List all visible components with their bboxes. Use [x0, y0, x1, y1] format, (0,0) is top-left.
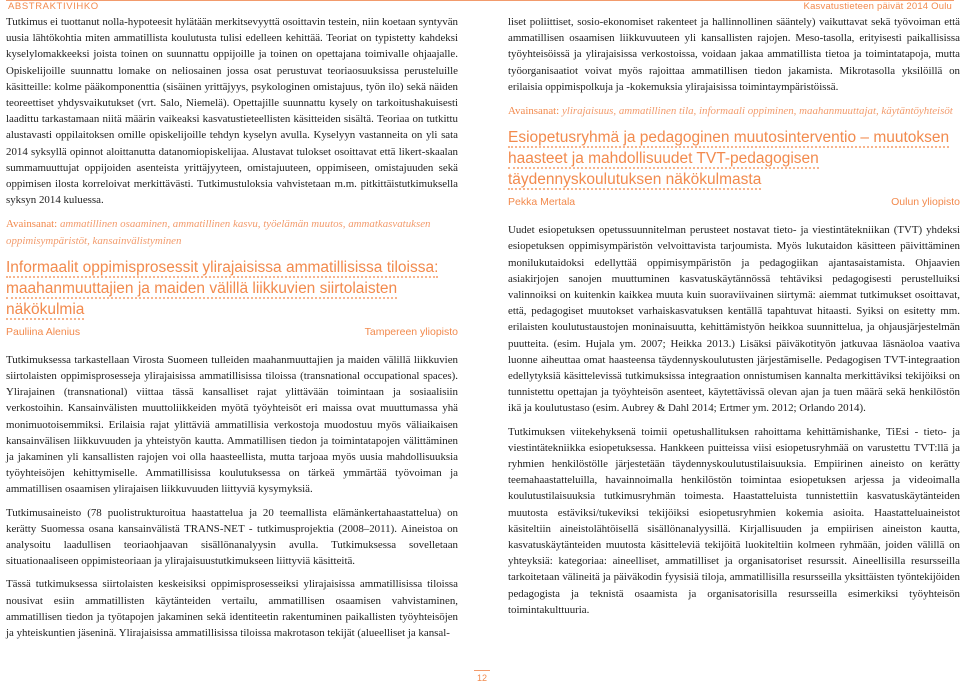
body-paragraph: Tutkimusaineisto (78 puolistrukturoitua haastattelua ja 20 teemallista elämänkertahaastattelua) on kerätty Suomessa osana kansainvälistä TRANS-NET - tutkimusprojektia (2008–2011). Aineistoa on analysoitu laadullisen teoriaohjaavan sisällönanalyysin avulla. Tutkimuksessa sovelletaan situationaaliseen oppimisteoriaan ja ylirajaisuustutkimukseen liittyviä käsitteitä.	[6, 506, 458, 568]
continuation-paragraph: Tutkimus ei tuottanut nolla-hypoteesit hylätään merkitsevyyttä osoittavin testein, niin koetaan syntyvän uusia lähtökohtia miten ammatillista koulutusta tulisi edelleen kehittää. Teoriat on typistetty kahdeksi kyselylomakkeeksi joista toinen on suunnattu oppijoille ja toinen on opettajana toimivalle ohjaajalle. Opiskelijoille suunnattu lomake on neliosainen jossa osat perustuvat teoriaosuuksissa perusteluille käsitteille: kolme pääkomponenttia (sisäinen yrittäjyys, psykologinen omistajuus, työn ilo) sekä näiden teoreettiset yhdysvaikutukset (vrt. Salo, Niemelä). Opettajille suunnattu kysely on tarkoitushakuisesti laadittu tarkastamaan niitä määrin vaikeaksi kasvatustieteellisten käsitteiden sisältä. Teoriaa on tutkittu alustavasti oppilaitoksen omille opiskelijoille tehdyn kyselyn avulla. Kyselyyn vastanneita on yli sata 2014 syksyllä opinnot aloittanutta datanomiopiskelijaa. Alustavat tulokset osoittavat että likert-skaalan summamuuttujat oppijoiden asenteista yrittäjyyteen, omistajuuteen, oppimiseen, omistajuuden sekä oppimisen ilosta korreloivat merkittävästi. Tutkimustuloksia vahvistetaan m.m. pitkittäistutkimuksella syksyn 2014 kuluessa.	[6, 16, 458, 207]
left-column	[6, 14, 458, 648]
keywords-text: ammatillinen osaaminen, ammatillinen kasvu, työelämän muutos, ammatkasvatuksen oppimisympäristöt, kansainvälistyminen	[6, 218, 431, 247]
byline	[508, 196, 960, 210]
section-label: ABSTRAKTIVIHKO	[8, 1, 99, 12]
running-header	[6, 0, 954, 13]
keywords	[6, 216, 458, 248]
body-paragraph: Tutkimuksen viitekehyksenä toimii opetushallituksen rahoittama kehittämishanke, TiEsi - tieto- ja viestintätekniikka esiopetuksessa. Hankkeen puitteissa viisi esiopetusryhmää on varustettu TVT:llä ja ryhmien henkilöstölle järjestetään täydennyskoulutustilaisuuksia. Empiirinen aineisto on kerätty teemahaastatteluilla, havainnoimalla henkilöstön toimintaa esiopetuksen arjessa ja videoimalla koulutustilaisuuksia tutkimusryhmän toimesta. Haastatteluista tunnistettiin kasvatuskäytänteiden muutosta estäviksi/tukeviksi tekijöiksi esiopetusryhmien kokemia asioita. Haastatteluaineistot käsiteltiin aineistolähtöisellä sisällönanalyysillä. Kirjallisuuden ja empiirisen aineiston kautta, kasvatuskäytänteiden muutosta käsitteleviä tekijöitä luokiteltiin kolmeen ryhmään, joiden välillä on yhteyksiä: kategoriaa: aineelliset, ammatilliset ja organisatoriset resurssit. Aineellisilla resursseilla tarkoitetaan välineitä ja päiväkodin fyysisiä tiloja, ammatillisilla resursseilla yksittäisten työntekijöiden pedagogista ja teknistä osaamista ja organisatorisilla resursseilla esimerkiksi työyhteisön toimintakulttuuria.	[508, 425, 960, 616]
keywords-label: Avainsanat:	[6, 218, 58, 231]
byline	[6, 326, 458, 340]
author-affiliation: Oulun yliopisto	[891, 196, 960, 209]
page-number: 12	[474, 670, 490, 683]
author-name: Pauliina Alenius	[6, 325, 81, 338]
author-name: Pekka Mertala	[508, 196, 576, 209]
keywords-label: Avainsanat:	[508, 105, 560, 118]
event-label: Kasvatustieteen päivät 2014 Oulu	[803, 1, 952, 12]
article-title-text: Esiopetusryhmä ja pedagoginen muutosinterventio – muutoksen haasteet ja mahdollisuudet TVT-pedagogisen täydennyskoulutuksen näkökulmasta	[508, 129, 950, 189]
author-affiliation: Tampereen yliopisto	[364, 325, 458, 338]
article-title-text: Informaalit oppimisprosessit ylirajaisissa ammatillisissa tiloissa: maahanmuuttajien ja maiden välillä liikkuvien siirtolaisten näkökulmia	[6, 258, 439, 318]
keywords-text: ylirajaisuus, ammatillinen tila, informaali oppiminen, maahanmuuttajat, käytäntöyhteisöt	[561, 105, 953, 118]
body-paragraph: Tässä tutkimuksessa siirtolaisten keskeisiksi oppimisprosesseiksi ylirajaisissa ammatillisissa tiloissa nousivat esiin ammatillisten käytänteiden vertailu, ammatillisen osaamisen vahvistaminen, ammatillisen tiedon ja työtapojen jakaminen sekä identiteetin rakentuminen paikallisten työyhteisöjen ja yhteiskuntien jäseninä. Ylirajaisissa ammatillisissa tiloissa makrotason tekijät (alueelliset ja kansal-	[6, 578, 458, 640]
body-paragraph: Tutkimuksessa tarkastellaan Virosta Suomeen tulleiden maahanmuuttajien ja maiden välillä liikkuvien siirtolaisten oppimisprosesseja ylirajaisissa ammatillisissa tiloissa (transnational occupational spaces). Ylirajainen (transnational) viittaa tässä kansalliset rajat ylittävään toimintaan ja sosiaalisiin verkostoihin. Kansainvälisten muuttoliikkeiden myötä työyhteisöt eri maissa ovat muuttumassa yhä monimuotoisemmiksi. Erilaisia rajat ylittäviä ammatillisia verkostoja muodostuu myös väliaikaisen kansainvälisen liikkuvuuden ja yhteistyön kautta. Ammatillisen tiedon ja toimintatapojen välittäminen ja jakaminen yli kansallisten rajojen voi olla haasteellista, mutta tarjoaa myös uusia mahdollisuuksia työyhteisöjen kehittymiselle. Ammatillisissa koulutuksessa on tärkeä ymmärtää työvoiman ja ammatillisen osaamisen ylirajaisen liikkuvuuden liittyviä kysymyksiä.	[6, 353, 458, 496]
right-column	[508, 14, 960, 625]
keywords	[508, 103, 960, 119]
article-title	[508, 127, 960, 190]
continuation-paragraph: liset poliittiset, sosio-ekonomiset rakenteet ja hallinnollinen sääntely) vaikuttavat sekä työvoiman että ammatillisen osaamisen liikkuvuuteen yli kansallisten rajojen. Meso-tasolla, erityisesti paikallisissa työyhteisöissä ja ylirajaisissa verkostoissa, voidaan jakaa ammatillista tietoa ja toimintatapoja, mutta työorganisaatiot voivat myös rajoittaa ammatillisen tiedon jakamista. Mikrotasolla yksilöillä on erilaisia oppimispolkuja ja -kokemuksia ylirajaisissa toimintaympäristöissä.	[508, 16, 960, 93]
article-title	[6, 257, 458, 320]
body-paragraph: Uudet esiopetuksen opetussuunnitelman perusteet nostavat tieto- ja viestintätekniikan (TVT) yhdeksi esiopetuksen oppimisympäristön velvoittavista tarjoumista. Myös lukutaidon käsitteen päivittäminen monilukutaidoksi edellyttää oppimisympäristön ja pedagogiikan ajantasaistamista. Ohjaavien asiakirjojen sanojen muuttuminen kasvatuskäytännössä tehtäviksi pedagogisesti perustelluiksi valinnoiksi on kuitenkin kaikkea muuta kuin suoraviivainen siirtymä: aiemmat tutkimukset osoittavat, että, pedagogiset muutokset varhaiskasvatuksen kentällä tapahtuvat hitaasti. Syiksi on esitetty mm. erilaisten koulutustaustojen moninaisuutta, kehittämistyön heikkoa suunnittelua, ja ohjausjärjestelmän puutteita. (esim. Hujala ym. 2007; Heikka 2013.) Lisäksi päiväkotityön jatkuvaa läsnäoloa vaativa luonne aiheuttaa omat haasteensa täydennyskoulutusten järjestämiselle. Pedagogisen TVT-integraation edellytyksiä käsittelevissä tutkimuksissa integraation onnistumisen kannalta merkittäviksi tekijöiksi on tunnistettu opettajan ja työyhteisön asenteet, käytettävissä olevan ajan ja tuen määrä sekä henkilöstön ikä ja koulutustaso (esim. Aubrey & Dahl 2014; Ertmer ym. 2012; Orlando 2014).	[508, 224, 960, 415]
